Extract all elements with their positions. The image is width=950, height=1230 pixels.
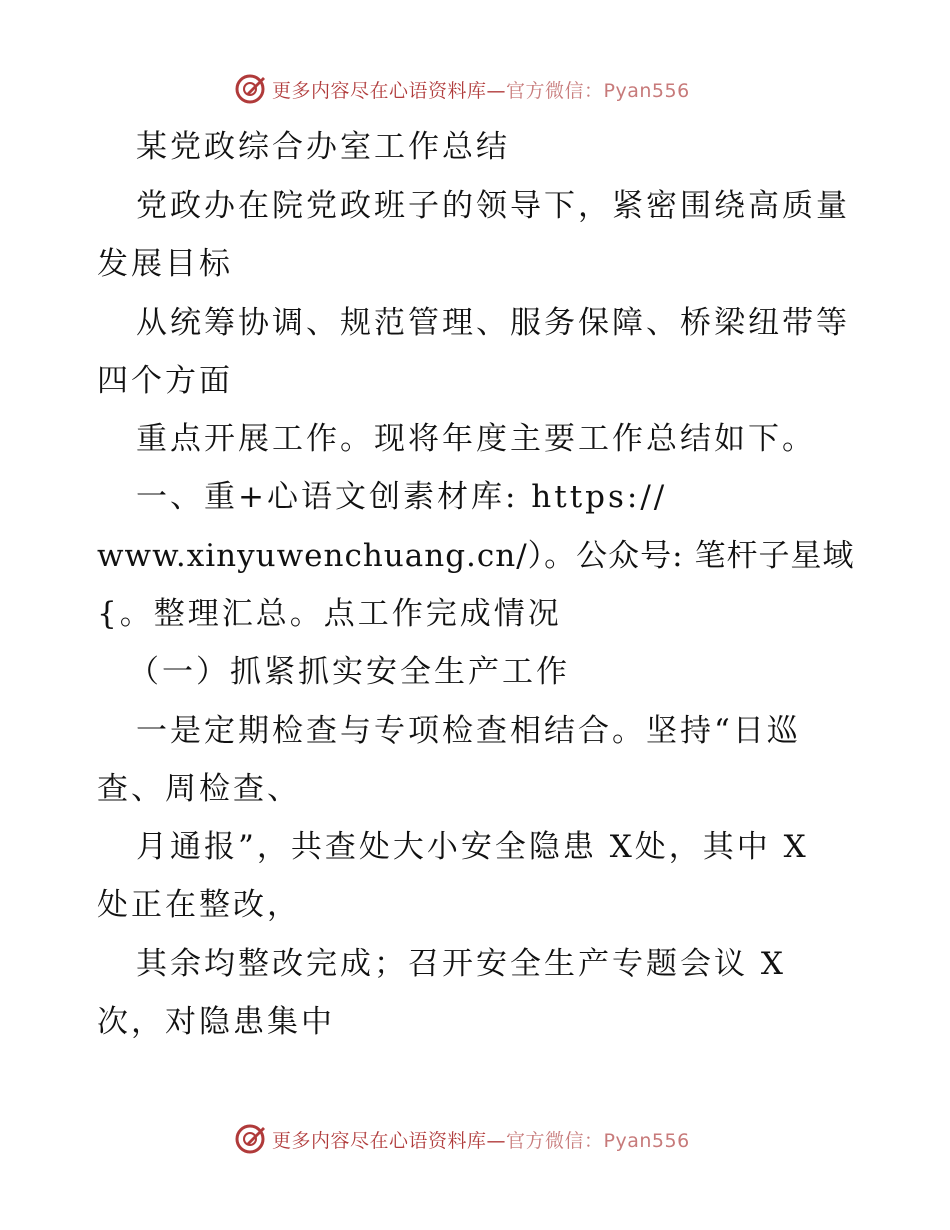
footer-banner-text: 更多内容尽在心语资料库—官方微信：Pyan556 xyxy=(272,1130,690,1152)
paragraph-line: 从统筹协调、规范管理、服务保障、桥梁纽带等 xyxy=(136,305,850,341)
paragraph-line: {。整理汇总。点工作完成情况 xyxy=(97,596,562,632)
document-title: 某党政综合办室工作总结 xyxy=(136,129,510,165)
paragraph-line: 党政办在院党政班子的领导下，紧密围绕高质量 xyxy=(136,188,850,224)
paragraph-line: 一是定期检查与专项检查相结合。坚持“日巡 xyxy=(136,713,801,749)
paragraph-line: 次，对隐患集中 xyxy=(97,1004,335,1040)
paragraph-line: 重点开展工作。现将年度主要工作总结如下。 xyxy=(136,421,816,457)
header-banner-text: 更多内容尽在心语资料库—官方微信：Pyan556 xyxy=(272,80,690,102)
paragraph-line: 查、周检查、 xyxy=(97,771,301,807)
paragraph-line: 一、重+心语文创素材库: https:// xyxy=(136,479,668,515)
paragraph-line: 其余均整改完成；召开安全生产专题会议 X xyxy=(136,946,786,982)
footer-banner xyxy=(0,1120,950,1160)
paragraph-line: 发展目标 xyxy=(97,246,233,282)
paragraph-line: 处正在整改， xyxy=(97,887,301,923)
pen-logo-icon xyxy=(233,1122,267,1156)
section-heading: （一）抓紧抓实安全生产工作 xyxy=(128,654,570,690)
paragraph-line: 四个方面 xyxy=(97,363,233,399)
header-banner xyxy=(0,70,950,110)
pen-logo-icon xyxy=(233,72,267,106)
paragraph-line: 月通报”，共查处大小安全隐患 X处，其中 X xyxy=(136,829,809,865)
paragraph-line: www.xinyuwenchuang.cn/）。公众号: 笔杆子星域 xyxy=(97,538,855,574)
